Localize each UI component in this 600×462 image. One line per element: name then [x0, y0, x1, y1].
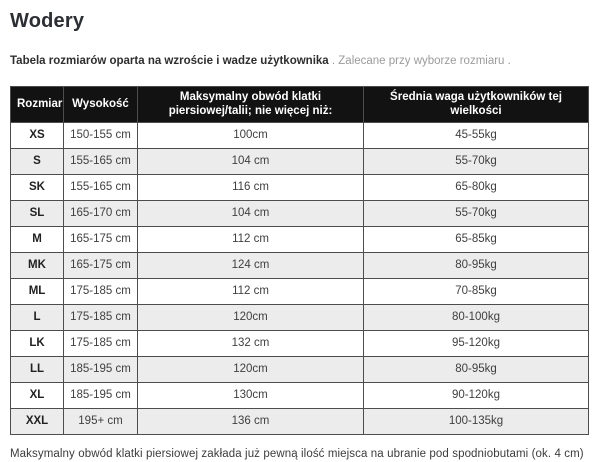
chest-cell: 130cm — [138, 382, 364, 408]
intro-note-text: . Zalecane przy wyborze rozmiaru . — [328, 55, 511, 67]
height-cell: 185-195 cm — [64, 356, 138, 382]
chest-cell: 104 cm — [138, 148, 364, 174]
size-table-body — [11, 122, 589, 434]
size-cell: XXL — [11, 408, 64, 434]
height-cell: 150-155 cm — [64, 122, 138, 148]
weight-cell: 55-70kg — [364, 200, 589, 226]
size-cell: XL — [11, 382, 64, 408]
size-cell: ML — [11, 278, 64, 304]
chest-cell: 116 cm — [138, 174, 364, 200]
chest-cell: 104 cm — [138, 200, 364, 226]
table-row — [11, 382, 589, 408]
height-cell: 165-175 cm — [64, 226, 138, 252]
footer-note: Maksymalny obwód klatki piersiowej zakłada już pewną ilość miejsca na ubranie pod spodniobutami (ok. 4 cm) — [10, 447, 584, 460]
header-cell-chest: Maksymalny obwód klatki piersiowej/talii; nie więcej niż: — [138, 86, 364, 122]
table-row — [11, 356, 589, 382]
size-table — [10, 86, 589, 435]
chest-cell: 124 cm — [138, 252, 364, 278]
height-cell: 155-165 cm — [64, 148, 138, 174]
height-cell: 175-185 cm — [64, 304, 138, 330]
size-cell: SK — [11, 174, 64, 200]
size-cell: S — [11, 148, 64, 174]
weight-cell: 45-55kg — [364, 122, 589, 148]
weight-cell: 65-85kg — [364, 226, 589, 252]
size-cell: SL — [11, 200, 64, 226]
height-cell: 175-185 cm — [64, 278, 138, 304]
size-cell: LK — [11, 330, 64, 356]
weight-cell: 90-120kg — [364, 382, 589, 408]
table-row — [11, 408, 589, 434]
weight-cell: 65-80kg — [364, 174, 589, 200]
height-cell: 195+ cm — [64, 408, 138, 434]
table-row — [11, 330, 589, 356]
size-cell: M — [11, 226, 64, 252]
table-row — [11, 226, 589, 252]
header-cell-height: Wysokość — [64, 86, 138, 122]
table-row — [11, 122, 589, 148]
height-cell: 155-165 cm — [64, 174, 138, 200]
header-cell-weight: Średnia waga użytkowników tej wielkości — [364, 86, 589, 122]
weight-cell: 80-95kg — [364, 252, 589, 278]
table-header-row — [11, 86, 589, 122]
weight-cell: 80-95kg — [364, 356, 589, 382]
height-cell: 165-170 cm — [64, 200, 138, 226]
weight-cell: 70-85kg — [364, 278, 589, 304]
weight-cell: 80-100kg — [364, 304, 589, 330]
page-title: Wodery — [10, 10, 85, 32]
size-cell: MK — [11, 252, 64, 278]
weight-cell: 95-120kg — [364, 330, 589, 356]
table-row — [11, 252, 589, 278]
chest-cell: 112 cm — [138, 278, 364, 304]
weight-cell: 55-70kg — [364, 148, 589, 174]
chest-cell: 100cm — [138, 122, 364, 148]
height-cell: 175-185 cm — [64, 330, 138, 356]
header-cell-size: Rozmiar — [11, 86, 64, 122]
height-cell: 185-195 cm — [64, 382, 138, 408]
chest-cell: 132 cm — [138, 330, 364, 356]
table-row — [11, 278, 589, 304]
chest-cell: 136 cm — [138, 408, 364, 434]
intro-text — [10, 54, 588, 69]
chest-cell: 120cm — [138, 356, 364, 382]
table-row — [11, 200, 589, 226]
size-cell: XS — [11, 122, 64, 148]
height-cell: 165-175 cm — [64, 252, 138, 278]
chest-cell: 112 cm — [138, 226, 364, 252]
table-row — [11, 148, 589, 174]
table-row — [11, 174, 589, 200]
chest-cell: 120cm — [138, 304, 364, 330]
weight-cell: 100-135kg — [364, 408, 589, 434]
size-cell: L — [11, 304, 64, 330]
table-row — [11, 304, 589, 330]
size-cell: LL — [11, 356, 64, 382]
intro-bold-text: Tabela rozmiarów oparta na wzroście i wadze użytkownika — [10, 55, 329, 67]
